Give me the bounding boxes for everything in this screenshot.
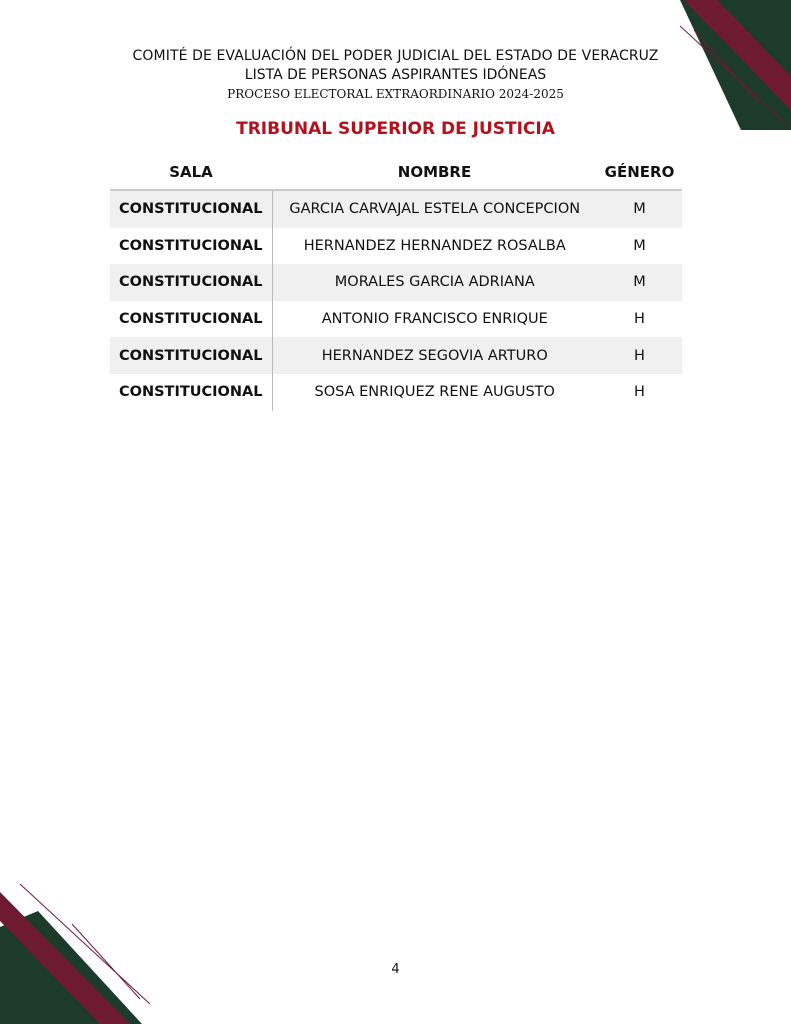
column-header-genero: GÉNERO xyxy=(597,155,682,190)
table-row xyxy=(110,190,682,228)
cell-nombre: ANTONIO FRANCISCO ENRIQUE xyxy=(321,311,548,328)
cell-genero: H xyxy=(634,384,645,401)
cell-genero: M xyxy=(597,264,682,301)
table-row xyxy=(110,374,682,411)
table-row xyxy=(110,301,682,338)
cell-sala: CONSTITUCIONAL xyxy=(110,337,272,374)
column-header-sala: SALA xyxy=(110,155,272,190)
cell-nombre: SOSA ENRIQUEZ RENE AUGUSTO xyxy=(314,384,555,401)
cell-sala: CONSTITUCIONAL xyxy=(110,264,272,301)
table-row xyxy=(110,264,682,301)
process-title: PROCESO ELECTORAL EXTRAORDINARIO 2024-2025 xyxy=(227,87,564,101)
corner-decoration-top-right xyxy=(680,0,791,130)
cell-sala: CONSTITUCIONAL xyxy=(110,228,272,265)
cell-sala: CONSTITUCIONAL xyxy=(110,190,272,228)
list-title: LISTA DE PERSONAS ASPIRANTES IDÓNEAS xyxy=(244,67,547,83)
cell-sala: CONSTITUCIONAL xyxy=(110,301,272,338)
table-header-row xyxy=(110,155,682,190)
cell-nombre: GARCIA CARVAJAL ESTELA CONCEPCION xyxy=(272,190,597,228)
candidates-table xyxy=(110,155,682,411)
corner-decoration-bottom-left xyxy=(0,884,150,1024)
table-row xyxy=(110,337,682,374)
cell-genero: M xyxy=(633,237,646,254)
cell-nombre: MORALES GARCIA ADRIANA xyxy=(272,264,597,301)
section-title: TRIBUNAL SUPERIOR DE JUSTICIA xyxy=(236,119,555,139)
cell-genero: H xyxy=(634,311,645,328)
cell-nombre: HERNANDEZ SEGOVIA ARTURO xyxy=(272,337,597,374)
cell-sala: CONSTITUCIONAL xyxy=(110,374,272,411)
cell-nombre: HERNANDEZ HERNANDEZ ROSALBA xyxy=(303,237,566,254)
committee-title: COMITÉ DE EVALUACIÓN DEL PODER JUDICIAL DEL ESTADO DE VERACRUZ xyxy=(132,48,659,64)
table-row xyxy=(110,228,682,265)
column-header-nombre: NOMBRE xyxy=(272,155,597,190)
cell-genero: M xyxy=(597,190,682,228)
cell-genero: H xyxy=(597,337,682,374)
page-number: 4 xyxy=(391,962,400,977)
